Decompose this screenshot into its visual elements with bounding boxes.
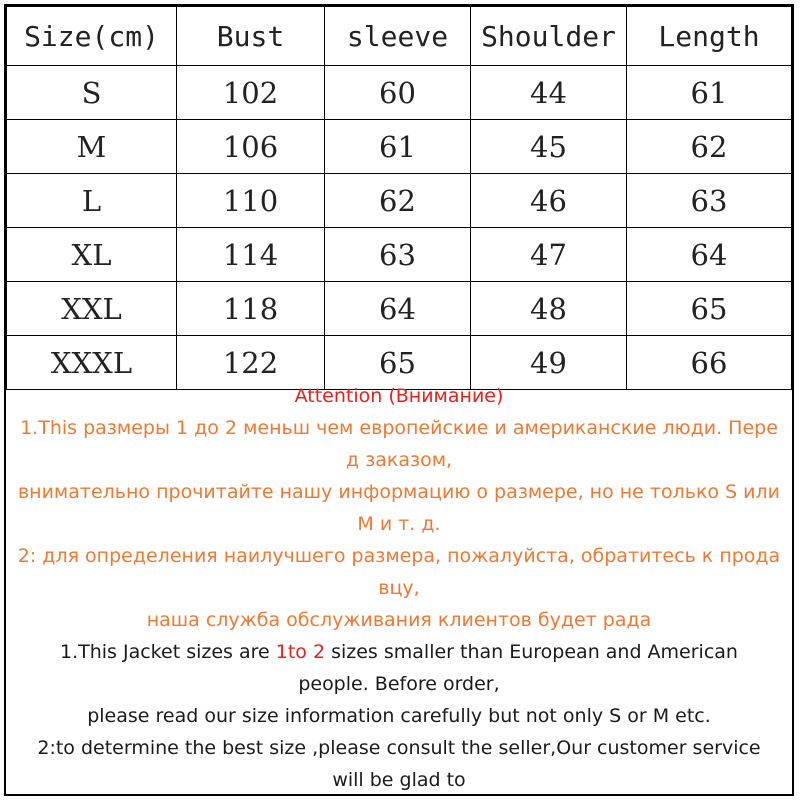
header-shoulder: Shoulder	[471, 7, 627, 66]
cell-size: XL	[7, 228, 177, 282]
table-row	[7, 228, 792, 282]
attention-title: Attention (Внимание)	[294, 385, 504, 407]
cell-bust: 118	[177, 282, 325, 336]
cell-shoulder: 49	[471, 336, 627, 390]
cell-sleeve: 63	[325, 228, 471, 282]
header-sleeve: sleeve	[325, 7, 471, 66]
english-note-text: sizes smaller than European and American	[325, 641, 738, 663]
cell-length: 64	[627, 228, 792, 282]
cell-size: M	[7, 120, 177, 174]
cell-bust: 122	[177, 336, 325, 390]
cell-sleeve: 65	[325, 336, 471, 390]
english-note-text: 1.This Jacket sizes are	[60, 641, 276, 663]
english-note-line: people. Before order,	[298, 673, 500, 695]
table-header-row	[7, 7, 792, 66]
cell-bust: 114	[177, 228, 325, 282]
english-note-line: please read our size information carefully but not only S or M etc.	[87, 705, 711, 727]
russian-note-line: 2: для определения наилучшего размера, пожалуйста, обратитесь к прода	[17, 545, 781, 567]
cell-sleeve: 62	[325, 174, 471, 228]
table-row	[7, 282, 792, 336]
cell-length: 62	[627, 120, 792, 174]
english-note-line: will be glad to	[332, 769, 466, 791]
table-row	[7, 120, 792, 174]
cell-bust: 106	[177, 120, 325, 174]
cell-bust: 110	[177, 174, 325, 228]
header-bust: Bust	[177, 7, 325, 66]
cell-size: S	[7, 66, 177, 120]
cell-sleeve: 64	[325, 282, 471, 336]
english-note-line: 2:to determine the best size ,please consult the seller,Our customer service	[37, 737, 761, 759]
cell-shoulder: 47	[471, 228, 627, 282]
table-row	[7, 66, 792, 120]
cell-shoulder: 44	[471, 66, 627, 120]
cell-shoulder: 48	[471, 282, 627, 336]
size-chart	[4, 4, 794, 796]
cell-size: XXXL	[7, 336, 177, 390]
header-length: Length	[627, 7, 792, 66]
cell-shoulder: 46	[471, 174, 627, 228]
russian-note-line: внимательно прочитайте нашу информацию о размере, но не только S или	[17, 481, 781, 503]
cell-length: 65	[627, 282, 792, 336]
russian-note-line: 1.This размеры 1 до 2 меньш чем европейские и американские люди. Пере	[20, 417, 778, 439]
russian-note-line: д заказом,	[345, 449, 453, 471]
cell-length: 61	[627, 66, 792, 120]
cell-sleeve: 60	[325, 66, 471, 120]
cell-length: 63	[627, 174, 792, 228]
cell-size: L	[7, 174, 177, 228]
russian-note-line: наша служба обслуживания клиентов будет рада	[146, 609, 652, 631]
cell-size: XXL	[7, 282, 177, 336]
russian-note-line: вцу,	[378, 577, 420, 599]
cell-shoulder: 45	[471, 120, 627, 174]
size-difference-highlight: 1to 2	[275, 641, 326, 663]
cell-length: 66	[627, 336, 792, 390]
notes-section	[6, 376, 792, 796]
size-table	[6, 6, 792, 390]
table-row	[7, 174, 792, 228]
english-note-line	[6, 636, 792, 668]
cell-sleeve: 61	[325, 120, 471, 174]
header-size: Size(cm)	[7, 7, 177, 66]
cell-bust: 102	[177, 66, 325, 120]
russian-note-line: M и т. д.	[357, 513, 441, 535]
